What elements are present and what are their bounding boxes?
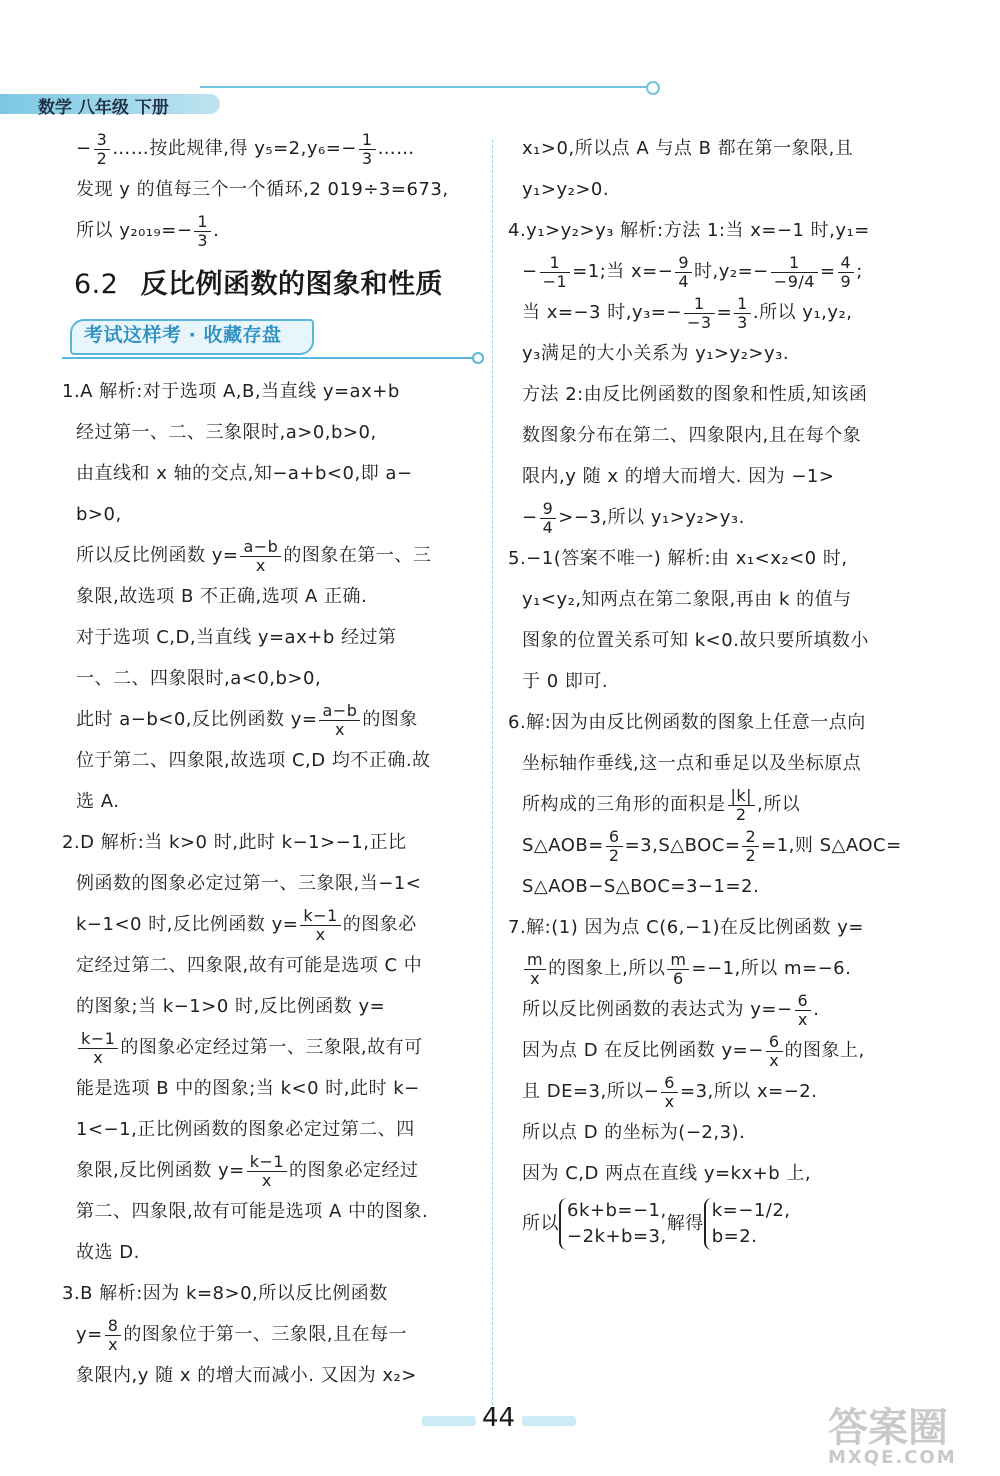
fraction: $\frac{1}{-1}$ xyxy=(540,254,571,291)
text-line: y= $\frac{8}{x}$ 的图象位于第一、三象限,且在每一 xyxy=(76,1315,408,1354)
text-line: 因为 C,D 两点在直线 y=kx+b 上, xyxy=(522,1163,812,1184)
page-number: 44 xyxy=(482,1403,516,1433)
text-line: 限内,y 随 x 的增大而增大. 因为 −1> xyxy=(522,466,835,487)
text-line: k−1<0 时,反比例函数 y= $\frac{k-1}{x}$ 的图象必 xyxy=(76,905,417,944)
fraction: $\frac{|k|}{2}$ xyxy=(728,787,756,824)
column-separator xyxy=(492,140,493,1410)
fraction: $\frac{m}{x}$ xyxy=(524,951,546,988)
text-line: y₁>y₂>0. xyxy=(522,179,610,200)
fraction: $\frac{1}{3}$ xyxy=(359,131,376,168)
text-line: b>0, xyxy=(76,504,122,525)
text-line: 定经过第二、四象限,故有可能是选项 C 中 xyxy=(76,955,423,976)
fraction: $\frac{1}{3}$ xyxy=(734,295,751,332)
fraction: $\frac{m}{6}$ xyxy=(667,951,689,988)
header-dot xyxy=(646,81,660,95)
text-line: $\frac{m}{x}$ 的图象上,所以 $\frac{m}{6}$ =−1,所以 m=−6. xyxy=(508,948,938,989)
fraction: $\frac{9}{4}$ xyxy=(675,254,692,291)
text-line: 的图象;当 k−1>0 时,反比例函数 y= xyxy=(76,996,386,1017)
text-line: 所以反比例函数 y= $\frac{a-b}{x}$ 的图象在第一、三 xyxy=(76,536,432,575)
text-line: y₃满足的大小关系为 y₁>y₂>y₃. xyxy=(522,343,790,364)
text-line: 对于选项 C,D,当直线 y=ax+b 经过第 xyxy=(76,627,397,648)
answer-5: 5.−1(答案不唯一) 解析:由 x₁<x₂<0 时, xyxy=(508,548,848,569)
fraction: $\frac{6}{x}$ xyxy=(661,1074,678,1111)
watermark: 答案圈 MXQE.COM xyxy=(828,1405,957,1468)
text-line: 数图象分布在第二、四象限内,且在每个象 xyxy=(522,425,862,446)
text-line: 位于第二、四象限,故选项 C,D 均不正确.故 xyxy=(76,750,431,771)
text-line: − $\frac{1}{-1}$ =1;当 x=− $\frac{9}{4}$ 时,y₂=− $\frac{1}{-9/4}$ = $\frac{4}{9}$ ; xyxy=(522,252,863,291)
text-line: 所以反比例函数的表达式为 y=− $\frac{6}{x}$ . xyxy=(522,990,820,1029)
text-line: 坐标轴作垂线,这一点和垂足以及坐标原点 xyxy=(522,753,862,774)
text-line: 所构成的三角形的面积是 $\frac{|k|}{2}$ ,所以 xyxy=(522,785,801,824)
text-line: − $\frac{9}{4}$ >−3,所以 y₁>y₂>y₃. xyxy=(522,498,745,537)
text-line: 例函数的图象必定过第一、三象限,当−1< xyxy=(76,873,422,894)
solution-system: k=−1/2, b=2. xyxy=(704,1198,791,1250)
text-line: 故选 D. xyxy=(76,1242,140,1263)
page-number-deco-right xyxy=(522,1416,576,1426)
text-line: − $\frac{3}{2}$ ……按此规律,得 y₅=2,y₆=− $\frac{1}{3}$ …… xyxy=(76,129,415,168)
text-line: 象限内,y 随 x 的增大而减小. 又因为 x₂> xyxy=(76,1365,417,1386)
text-line: 图象的位置关系可知 k<0.故只要所填数小 xyxy=(522,630,869,651)
text-line: 于 0 即可. xyxy=(522,671,609,692)
text-line: 选 A. xyxy=(76,791,120,812)
fraction: $\frac{a-b}{x}$ xyxy=(240,538,281,575)
fraction: $\frac{a-b}{x}$ xyxy=(319,702,360,739)
header-rule xyxy=(200,86,648,88)
fraction: $\frac{6}{2}$ xyxy=(606,828,623,865)
text-line: 方法 2:由反比例函数的图象和性质,知该函 xyxy=(522,384,868,405)
text-line: 象限,故选项 B 不正确,选项 A 正确. xyxy=(76,586,368,607)
answer-2: 2.D 解析:当 k>0 时,此时 k−1>−1,正比 xyxy=(62,832,407,853)
equation-system-line: 所以 6k+b=−1, −2k+b=3, 解得 k=−1/2, b=2. xyxy=(508,1194,938,1254)
equation-system: 6k+b=−1, −2k+b=3, xyxy=(559,1198,667,1250)
section-heading: 6.2 反比例函数的图象和性质 xyxy=(74,269,443,300)
fraction: $\frac{k-1}{x}$ xyxy=(78,1030,118,1067)
answer-1: 1.A 解析:对于选项 A,B,当直线 y=ax+b xyxy=(62,381,400,402)
fraction: $\frac{3}{2}$ xyxy=(94,131,111,168)
text-line: 所以点 D 的坐标为(−2,3). xyxy=(522,1122,746,1143)
right-column xyxy=(508,128,938,1254)
fraction: $\frac{9}{4}$ xyxy=(540,500,557,537)
fraction: $\frac{1}{-3}$ xyxy=(684,295,715,332)
page-number-deco-left xyxy=(422,1416,476,1426)
answer-3: 3.B 解析:因为 k=8>0,所以反比例函数 xyxy=(62,1283,388,1304)
text-line: x₁>0,所以点 A 与点 B 都在第一象限,且 xyxy=(522,138,854,159)
text-line: S△AOB−S△BOC=3−1=2. xyxy=(522,876,760,897)
text-line: 此时 a−b<0,反比例函数 y= $\frac{a-b}{x}$ 的图象 xyxy=(76,700,418,739)
text-line: 当 x=−3 时,y₃=− $\frac{1}{-3}$ = $\frac{1}{3}$ .所以 y₁,y₂, xyxy=(522,293,853,332)
fraction: $\frac{1}{3}$ xyxy=(194,213,211,250)
banner-label: 考试这样考 · 收藏存盘 xyxy=(84,324,282,346)
text-line: 能是选项 B 中的图象;当 k<0 时,此时 k− xyxy=(76,1078,420,1099)
text-line: 所以 y₂₀₁₉=− $\frac{1}{3}$ . xyxy=(76,211,220,250)
fraction: $\frac{k-1}{x}$ xyxy=(300,907,340,944)
text-line: 发现 y 的值每三个一个循环,2 019÷3=673, xyxy=(76,179,449,200)
page-header xyxy=(0,84,660,116)
text-line: 经过第一、二、三象限时,a>0,b>0, xyxy=(76,422,377,443)
fraction: $\frac{6}{x}$ xyxy=(766,1033,783,1070)
fraction: $\frac{1}{-9/4}$ xyxy=(771,254,818,291)
text-line: 一、二、四象限时,a<0,b>0, xyxy=(76,668,322,689)
fraction: $\frac{2}{2}$ xyxy=(742,828,759,865)
answer-4: 4.y₁>y₂>y₃ 解析:方法 1:当 x=−1 时,y₁= xyxy=(508,220,870,241)
fraction: $\frac{8}{x}$ xyxy=(105,1317,122,1354)
header-title: 数学 八年级 下册 xyxy=(38,98,169,118)
exam-banner xyxy=(62,315,482,361)
fraction: $\frac{k-1}{x}$ xyxy=(247,1153,287,1190)
fraction: $\frac{4}{9}$ xyxy=(838,254,855,291)
text-line: S△AOB= $\frac{6}{2}$ =3,S△BOC= $\frac{2}{2}$ =1,则 S△AOC= xyxy=(522,826,902,865)
text-line: 且 DE=3,所以− $\frac{6}{x}$ =3,所以 x=−2. xyxy=(522,1072,818,1111)
text-line: 1<−1,正比例函数的图象必定过第二、四 xyxy=(76,1119,415,1140)
text-line: 第二、四象限,故有可能是选项 A 中的图象. xyxy=(76,1201,429,1222)
text-line: 由直线和 x 轴的交点,知−a+b<0,即 a− xyxy=(76,463,413,484)
fraction: $\frac{6}{x}$ xyxy=(795,992,812,1029)
left-column xyxy=(62,128,482,1396)
text-line: y₁<y₂,知两点在第二象限,再由 k 的值与 xyxy=(522,589,852,610)
text-line: 因为点 D 在反比例函数 y=− $\frac{6}{x}$ 的图象上, xyxy=(522,1031,865,1070)
text-line: 象限,反比例函数 y= $\frac{k-1}{x}$ 的图象必定经过 xyxy=(76,1151,419,1190)
text-line: $\frac{k-1}{x}$ 的图象必定经过第一、三象限,故有可 xyxy=(62,1027,482,1068)
answer-7: 7.解:(1) 因为点 C(6,−1)在反比例函数 y= xyxy=(508,917,864,938)
answer-6: 6.解:因为由反比例函数的图象上任意一点向 xyxy=(508,712,866,733)
